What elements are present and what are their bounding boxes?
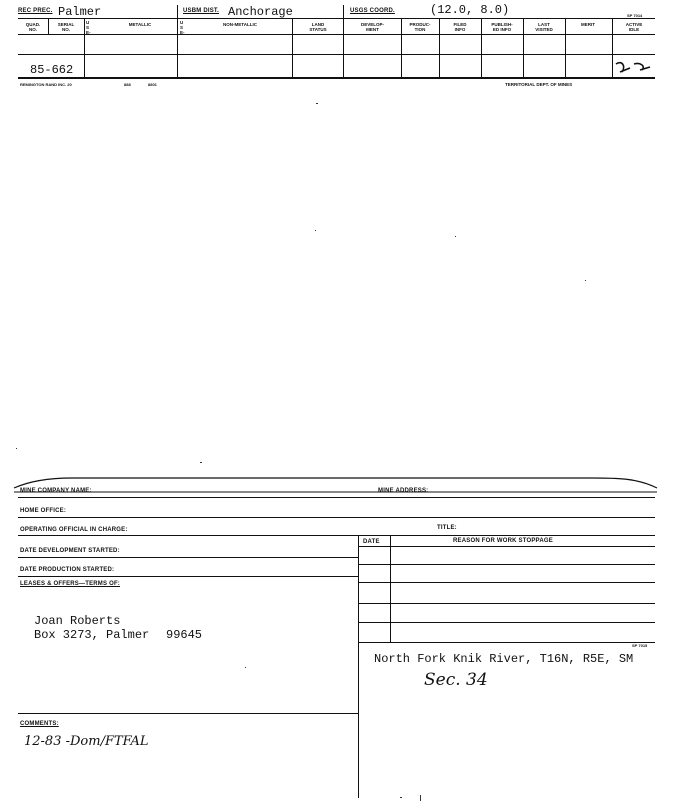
- owner-zip: 99645: [166, 628, 203, 642]
- col-merit: MERIT: [581, 22, 595, 27]
- rec-prec-value: Palmer: [58, 5, 102, 19]
- department-label: TERRITORIAL DEPT. OF MINES: [505, 82, 573, 87]
- mine-address-label: MINE ADDRESS:: [378, 488, 429, 494]
- col-use-right: U S E-: [180, 20, 185, 35]
- operating-official-label: OPERATING OFFICIAL IN CHARGE:: [20, 527, 128, 533]
- prod-started-label: DATE PRODUCTION STARTED:: [20, 567, 115, 573]
- col-serial-no: SERIAL NO.: [57, 22, 75, 32]
- col-published-info: PUBLISH- ED INFO: [491, 22, 513, 32]
- location-description: North Fork Knik River, T16N, R5E, SM: [374, 652, 634, 666]
- owner-name: Joan Roberts: [34, 614, 121, 628]
- printer-line: REMINGTON RAND INC. 20: [20, 82, 72, 87]
- form-number-bottom: SP 7015: [632, 643, 648, 648]
- usgs-coord-value: (12.0, 8.0): [430, 3, 510, 17]
- col-production: PRODUC- TION: [409, 22, 431, 32]
- section-note: Sec. 34: [424, 670, 488, 690]
- col-non-metallic: NON-METALLIC: [223, 22, 257, 27]
- col-land-status: LAND STATUS: [309, 22, 327, 32]
- form-number-top: SP 7014: [627, 13, 643, 18]
- usbm-dist-value: Anchorage: [228, 5, 293, 19]
- rec-prec-label: REC PREC.: [18, 8, 53, 14]
- leases-label: LEASES & OFFERS—TERMS OF:: [20, 581, 121, 587]
- col-metallic: METALLIC: [128, 22, 152, 27]
- mine-company-label: MINE COMPANY NAME:: [20, 488, 92, 494]
- title-label: TITLE:: [437, 525, 457, 531]
- active-idle-mark: [612, 56, 656, 78]
- usgs-coord-label: USGS COORD.: [350, 8, 395, 14]
- col-last-visited: LAST VISITED: [535, 22, 553, 32]
- col-development: DEVELOP- MENT: [360, 22, 384, 32]
- reason-column-header: REASON FOR WORK STOPPAGE: [453, 538, 553, 544]
- dev-started-label: DATE DEVELOPMENT STARTED:: [20, 548, 120, 554]
- printer-code-2: 8801: [148, 82, 157, 87]
- col-quad-no: QUAD. NO.: [25, 22, 41, 32]
- owner-address: Box 3273, Palmer: [34, 628, 150, 642]
- quad-serial-value: 85-662: [30, 63, 74, 77]
- col-active-idle: ACTIVE IDLE: [625, 22, 643, 32]
- printer-code-1: 888: [124, 82, 131, 87]
- comments-label: COMMENTS:: [20, 721, 59, 727]
- home-office-label: HOME OFFICE:: [20, 508, 67, 514]
- col-filed-info: FILED INFO: [453, 22, 467, 32]
- usbm-dist-label: USBM DIST.: [183, 8, 220, 14]
- card-top-border: [12, 472, 662, 494]
- date-column-header: DATE: [363, 539, 380, 545]
- col-use-left: U S E-: [86, 20, 91, 35]
- comments-value: 12-83 -Dom/FTFAL: [24, 734, 149, 749]
